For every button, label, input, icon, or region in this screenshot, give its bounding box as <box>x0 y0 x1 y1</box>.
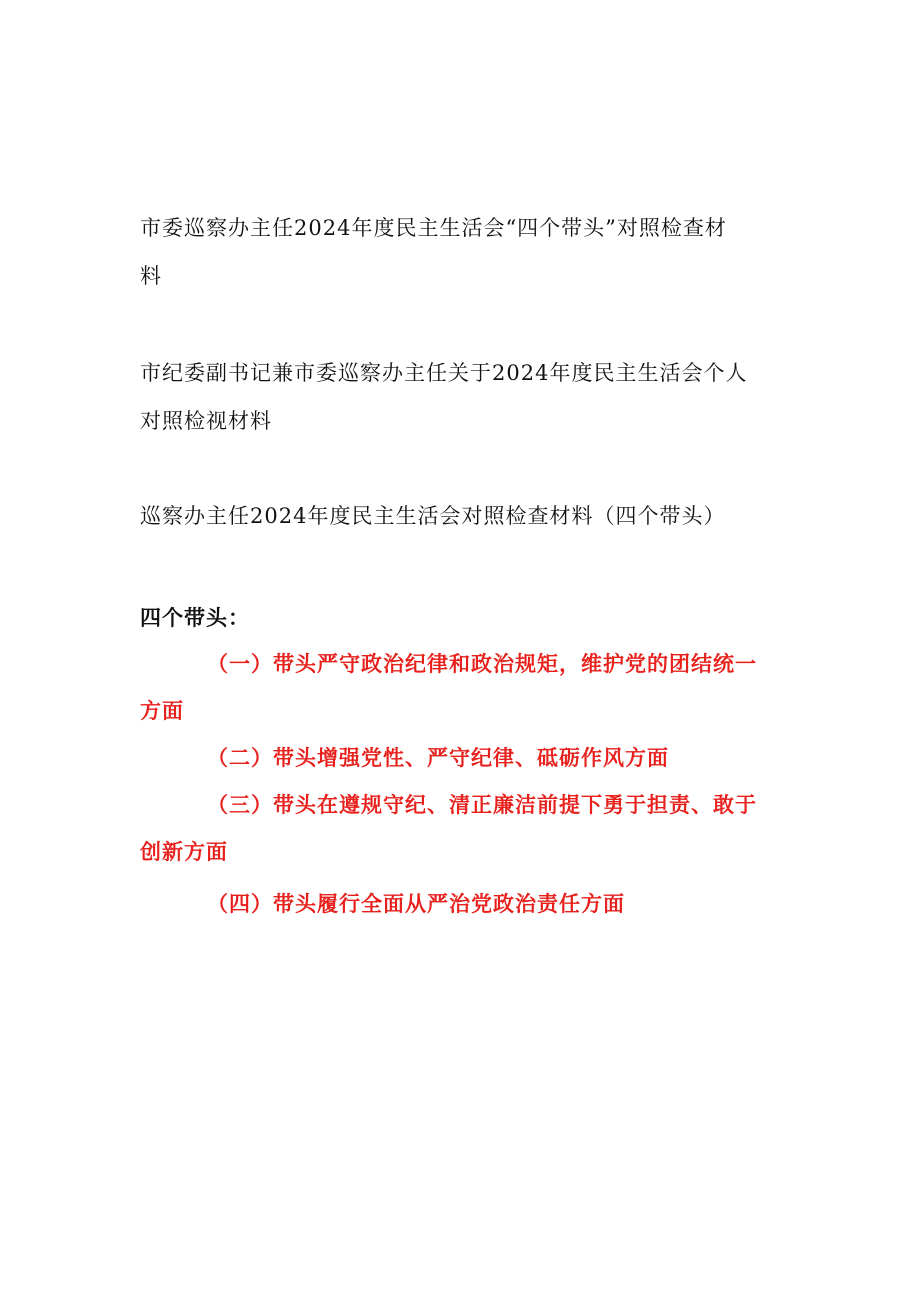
item-3-line-2: 创新方面 <box>140 840 228 864</box>
title-3: 巡察办主任2024年度民主生活会对照检查材料（四个带头） <box>140 504 726 528</box>
section-heading: 四个带头： <box>140 606 250 630</box>
title-2-line-1: 市纪委副书记兼市委巡察办主任关于2024年度民主生活会个人 <box>140 361 748 385</box>
item-4: （四）带头履行全面从严治党政治责任方面 <box>207 892 625 916</box>
item-3-line-1: （三）带头在遵规守纪、清正廉洁前提下勇于担责、敢于 <box>207 793 757 817</box>
title-1-line-1: 市委巡察办主任2024年度民主生活会“四个带头”对照检查材 <box>140 216 727 240</box>
item-1-line-1: （一）带头严守政治纪律和政治规矩，维护党的团结统一 <box>207 652 757 676</box>
title-2-line-2: 对照检视材料 <box>140 409 272 433</box>
title-1-line-2: 料 <box>140 264 162 288</box>
item-1-line-2: 方面 <box>140 699 184 723</box>
item-2: （二）带头增强党性、严守纪律、砥砺作风方面 <box>207 746 669 770</box>
